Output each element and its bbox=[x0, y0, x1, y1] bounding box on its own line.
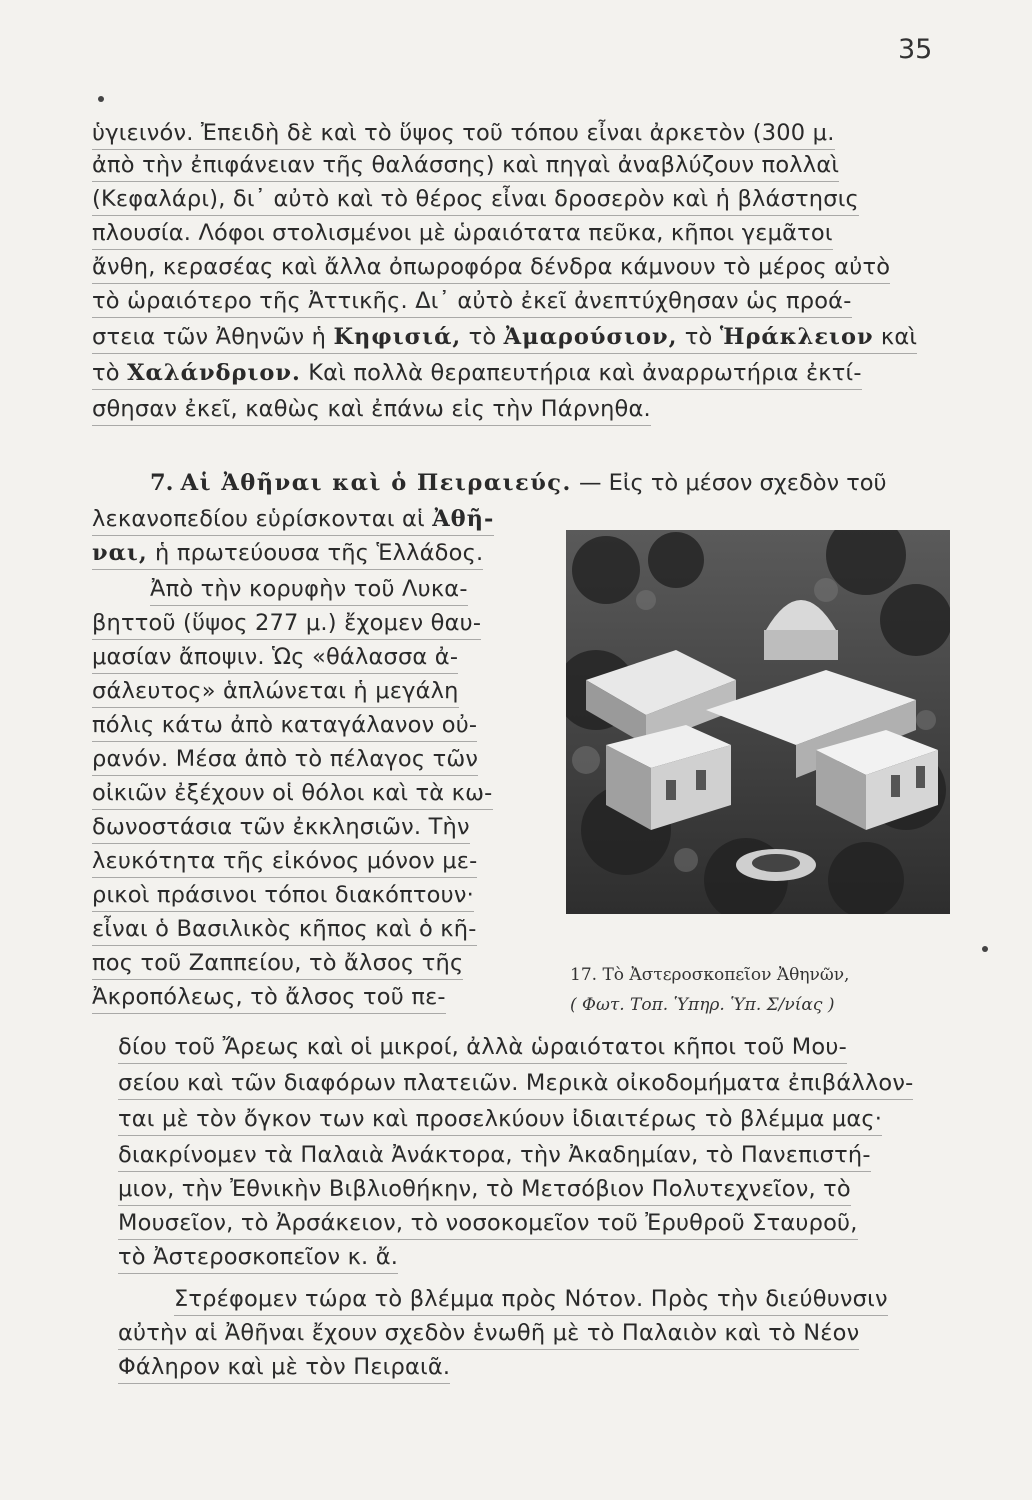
text-line: αὐτὴν αἱ Ἀθῆναι ἔχουν σχεδὸν ἑνωθῆ μὲ τὸ Παλαιὸν καὶ τὸ Νέον bbox=[118, 1318, 859, 1350]
text-span: Καὶ πολλὰ θεραπευτήρια καὶ ἀναρρωτήρια ἐκτί- bbox=[300, 360, 862, 386]
text-line: διακρίνομεν τὰ Παλαιὰ Ἀνάκτορα, τὴν Ἀκαδημίαν, τὸ Πανεπιστή- bbox=[118, 1140, 871, 1172]
section-number: 7. bbox=[150, 470, 174, 496]
place-name-irakleion: Ἡράκλειον bbox=[719, 324, 874, 350]
text-line: δίου τοῦ Ἄρεως καὶ οἱ μικροί, ἀλλὰ ὡραιότατοι κῆποι τοῦ Μου- bbox=[118, 1032, 847, 1064]
text-line: ρικοὶ πράσινοι τόποι διακόπτουν· bbox=[92, 880, 474, 912]
margin-dot bbox=[982, 946, 988, 952]
text-line: Φάληρον καὶ μὲ τὸν Πειραιᾶ. bbox=[118, 1352, 450, 1384]
text-span: τὸ bbox=[92, 360, 128, 386]
caption-credit-text: ( Φωτ. Τοπ. Ὑπηρ. Ὑπ. Σ/νίας ) bbox=[570, 995, 835, 1015]
text-span: ἡ πρωτεύουσα τῆς Ἑλλάδος. bbox=[147, 540, 484, 566]
text-line: σάλευτος» ἁπλώνεται ἡ μεγάλη bbox=[92, 676, 459, 708]
caption-title: 17. Τὸ Ἀστεροσκοπεῖον Ἀθηνῶν, bbox=[570, 965, 850, 985]
text-line: ἀπὸ τὴν ἐπιφάνειαν τῆς θαλάσσης) καὶ πηγαὶ ἀναβλύζουν πολλαὶ bbox=[92, 150, 839, 182]
text-line bbox=[92, 358, 862, 390]
section-title-tail: — Εἰς τὸ μέσον σχεδὸν τοῦ bbox=[571, 470, 887, 496]
place-name-kifisia: Κηφισιά, bbox=[333, 324, 462, 350]
figure-caption bbox=[570, 960, 849, 1020]
text-line: Ἀκροπόλεως, τὸ ἄλσος τοῦ πε- bbox=[92, 982, 446, 1014]
text-line: μασίαν ἄποψιν. Ὡς «θάλασσα ἀ- bbox=[92, 642, 458, 674]
text-span: στεια τῶν Ἀθηνῶν ἡ bbox=[92, 324, 334, 350]
text-span: λεκανοπεδίου εὑρίσκονται αἱ bbox=[92, 506, 433, 532]
text-line: δωνοστάσια τῶν ἐκκλησιῶν. Τὴν bbox=[92, 812, 470, 844]
text-line bbox=[92, 322, 917, 354]
text-line: Ἀπὸ τὴν κορυφὴν τοῦ Λυκα- bbox=[150, 574, 468, 606]
text-span: τὸ bbox=[461, 324, 504, 350]
place-name-amarousion: Ἀμαρούσιον, bbox=[503, 324, 678, 350]
text-line: σείου καὶ τῶν διαφόρων πλατειῶν. Μερικὰ οἰκοδομήματα ἐπιβάλλον- bbox=[118, 1068, 913, 1100]
text-line: Στρέφομεν τώρα τὸ βλέμμα πρὸς Νότον. Πρὸς τὴν διεύθυνσιν bbox=[174, 1284, 888, 1316]
text-line: μιον, τὴν Ἐθνικὴν Βιβλιοθήκην, τὸ Μετσόβιον Πολυτεχνεῖον, τὸ bbox=[118, 1174, 851, 1206]
place-name-athens: Ἀθῆ- bbox=[432, 506, 495, 532]
text-line: τὸ Ἀστεροσκοπεῖον κ. ἄ. bbox=[118, 1242, 398, 1274]
text-line: Μουσεῖον, τὸ Ἀρσάκειον, τὸ νοσοκομεῖον τοῦ Ἐρυθροῦ Σταυροῦ, bbox=[118, 1208, 858, 1240]
text-span: καὶ bbox=[873, 324, 918, 350]
text-line: εἶναι ὁ Βασιλικὸς κῆπος καὶ ὁ κῆ- bbox=[92, 914, 477, 946]
place-name-athens-cont: ναι, bbox=[92, 540, 148, 566]
text-line: οἰκιῶν ἐξέχουν οἱ θόλοι καὶ τὰ κω- bbox=[92, 778, 493, 810]
text-line bbox=[92, 538, 483, 570]
text-line: πος τοῦ Ζαππείου, τὸ ἄλσος τῆς bbox=[92, 948, 463, 980]
text-line: ται μὲ τὸν ὄγκον των καὶ προσελκύουν ἰδιαιτέρως τὸ βλέμμα μας· bbox=[118, 1104, 882, 1136]
observatory-photo-drawing bbox=[566, 530, 950, 914]
page-number: 35 bbox=[898, 34, 933, 65]
text-line bbox=[92, 504, 494, 536]
text-line: σθησαν ἐκεῖ, καθὼς καὶ ἐπάνω εἰς τὴν Πάρνηθα. bbox=[92, 394, 651, 426]
text-line: λευκότητα τῆς εἰκόνος μόνον με- bbox=[92, 846, 477, 878]
observatory-photo bbox=[566, 530, 950, 914]
text-line: πόλις κάτω ἀπὸ καταγάλανον οὐ- bbox=[92, 710, 477, 742]
text-line: ἄνθη, κερασέας καὶ ἄλλα ὀπωροφόρα δένδρα κάμνουν τὸ μέρος αὐτὸ bbox=[92, 252, 890, 284]
text-line: ρανόν. Μέσα ἀπὸ τὸ πέλαγος τῶν bbox=[92, 744, 478, 776]
text-span: τὸ bbox=[677, 324, 720, 350]
caption-credit bbox=[570, 990, 849, 1020]
text-line: πλουσία. Λόφοι στολισμένοι μὲ ὡραιότατα πεῦκα, κῆποι γεμᾶτοι bbox=[92, 218, 833, 250]
place-name-chalandrion: Χαλάνδριον. bbox=[127, 360, 301, 386]
section-title: Αἱ Ἀθῆναι καὶ ὁ Πειραιεύς. bbox=[180, 470, 572, 496]
section-heading bbox=[150, 468, 887, 498]
text-line: βηττοῦ (ὕψος 277 μ.) ἔχομεν θαυ- bbox=[92, 608, 481, 640]
text-line: (Κεφαλάρι), δι᾽ αὐτὸ καὶ τὸ θέρος εἶναι δροσερὸν καὶ ἡ βλάστησις bbox=[92, 184, 859, 216]
text-line: τὸ ὡραιότερο τῆς Ἀττικῆς. Δι᾽ αὐτὸ ἐκεῖ ἀνεπτύχθησαν ὡς προά- bbox=[92, 286, 852, 318]
text-line: ὑγιεινόν. Ἐπειδὴ δὲ καὶ τὸ ὕψος τοῦ τόπου εἶναι ἀρκετὸν (300 μ. bbox=[92, 118, 835, 150]
margin-dot bbox=[98, 96, 104, 102]
